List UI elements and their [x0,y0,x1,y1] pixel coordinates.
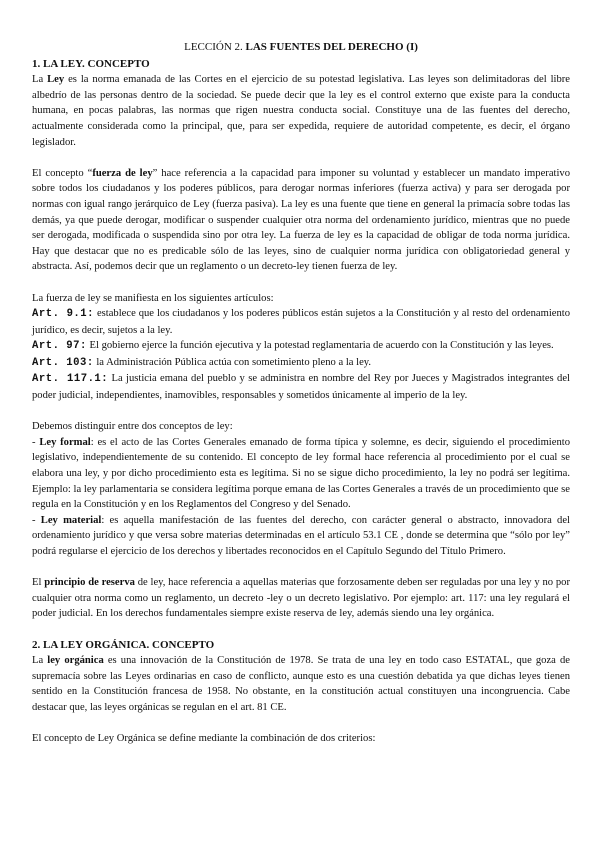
term-ley: Ley [47,74,65,86]
paragraph-ley-organica: La ley orgánica es una innovación de la Constitución de 1978. Se trata de una ley en todo caso ESTATAL, que goza de supremacía sobre las Leyes ordinarias en caso de conflicto, aunque esto es una cuestión debatida ya que dichas leyes tienen sentido en la Constitución francesa de 1958. No obstante, en la constitución actual constituyen una incongruencia. Cabe destacar que, las leyes orgánicas se regulan en el art. 81 CE. [32,655,570,713]
paragraph-ley-formal: - Ley formal: es el acto de las Cortes Generales emanado de forma típica y solemne, es decir, siguiendo el procedimiento legislativo, independientemente de su contenido. El concepto de ley formal hace referencia al procedimiento por el cual se elabora una ley, y por dicho procedimiento esta es legítima. Si no se sigue dicho procedimiento, la ley no podrá ser legítima. Ejemplo: la ley parlamentaria se considera legítima porque emana de las Cortes Generales a través de un procedimiento que se regula en la Constitución y en los Reglamentos del Congreso y del Senado. [32,436,570,511]
term-ley-formal: Ley formal [39,436,91,448]
paragraph-fuerza-de-ley: El concepto “fuerza de ley” hace referencia a la capacidad para imponer su voluntad y establecer un mandato imperativo sobre todos los ciudadanos y los poderes públicos, para derogar normas inferiores (fuerza activa) y para ser derogada por normas con igual rango jerárquico de Ley (fuerza pasiva). La ley es una fuente que tiene en general la primacía sobre todas las demás, ya que puede derogar, modificar o suspender cualquier otra norma del ordenamiento jurídico, mientras que no puede ser derogada, modificada o suspendida sino por otra ley. La fuerza de ley es la capacidad de obligar de toda norma jurídica. Hay que destacar que no es predicable sólo de las leyes, sino de cualquier norma jurídica con obligatoriedad general y abstracta. Así, podemos decir que un reglamento o un decreto-ley tienen fuerza de ley. [32,167,571,273]
article-label: Art. 97: [32,340,87,353]
article-item: Art. 117.1: La justicia emana del pueblo y se administra en nombre del Rey por Jueces y Magistrados integrantes del poder judicial, independientes, inamovibles, responsables y sometidos únicamente al imperio de la ley. [32,373,570,402]
term-principio-reserva: principio de reserva [44,577,135,589]
lesson-title-prefix: LECCIÓN 2. [184,41,243,53]
article-label: Art. 9.1: [32,308,95,321]
section-2-heading: 2. LA LEY ORGÁNICA. CONCEPTO [32,638,215,651]
article-item: Art. 9.1: establece que los ciudadanos y los poderes públicos están sujetos a la Constitución y al resto del ordenamiento jurídico, es decir, sujetos a la ley. [32,308,571,336]
article-label: Art. 103: [32,356,94,369]
paragraph-ley-material: - Ley material: es aquella manifestación de las fuentes del derecho, con carácter general o abstracto, innovadora del ordenamiento jurídico y que versa sobre materias determinadas en el artículo 53.1 CE , donde se determina que “sólo por ley” podrá regularse el ejercicio de los derechos y libertades reconocidos en el Capítulo Segundo del Título Primero. [32,514,570,557]
article-item: Art. 103: la Administración Pública actúa con sometimiento pleno a la ley. [32,356,372,369]
article-label: Art. 117.1: [32,373,109,386]
article-item: Art. 97: El gobierno ejerce la función ejecutiva y la potestad reglamentaria de acuerdo con la Constitución y las leyes. [32,340,554,353]
term-ley-material: Ley material [40,514,102,526]
paragraph-articles-intro: La fuerza de ley se manifiesta en los siguientes artículos: [32,292,274,304]
section-1-heading: 1. LA LEY. CONCEPTO [32,57,150,70]
term-ley-organica: ley orgánica [47,655,104,667]
lesson-title [32,40,570,56]
paragraph-ley-definition: La Ley es la norma emanada de las Cortes en el ejercicio de su potestad legislativa. Las leyes son delimitadoras del libre albedrío de las personas dentro de la sociedad. Se puede decir que la ley es el control externo que existe para la conducta humana, en pocas palabras, las normas que rigen nuestra conducta social. Constituye una de las fuentes del derecho, actualmente considerada como la principal, que, para ser expedida, requiere de autoridad competente, es decir, el órgano legislador. [32,74,570,148]
term-fuerza-de-ley: fuerza de ley [92,167,153,179]
paragraph-two-concepts-intro: Debemos distinguir entre dos conceptos de ley: [32,421,233,433]
paragraph-criterios-intro: El concepto de Ley Orgánica se define mediante la combinación de dos criterios: [32,733,376,745]
lesson-title-main: LAS FUENTES DEL DERECHO (I) [245,41,418,53]
paragraph-principio-reserva: El principio de reserva de ley, hace referencia a aquellas materias que forzosamente deben ser reguladas por una ley y no por cualquier otra norma como un reglamento, un decreto -ley o un decreto legislativo. Por ejemplo: art. 117: una ley regulará el poder judicial. En los derechos fundamentales siempre existe reserva de ley, además siendo una ley orgánica. [32,577,570,620]
